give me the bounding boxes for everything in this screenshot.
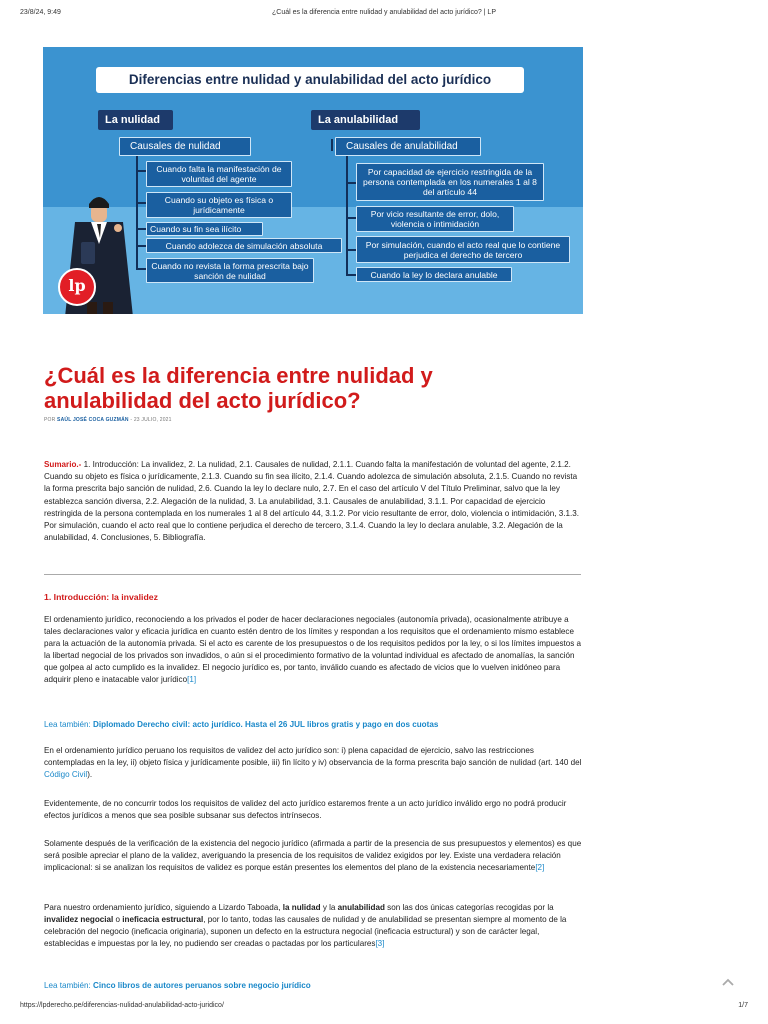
nulidad-subheading: Causales de nulidad bbox=[119, 137, 251, 156]
connector-line bbox=[346, 182, 356, 184]
byline bbox=[44, 417, 172, 423]
connector-line bbox=[346, 249, 356, 251]
footnote-link[interactable]: [1] bbox=[187, 675, 197, 685]
chevron-up-icon[interactable] bbox=[721, 976, 735, 990]
anulabilidad-item: Por simulación, cuando el acto real que lo contiene perjudica el derecho de tercero bbox=[356, 236, 570, 263]
section-heading: 1. Introducción: la invalidez bbox=[44, 592, 158, 602]
summary bbox=[44, 459, 584, 544]
read-also-link[interactable] bbox=[44, 720, 584, 729]
codigo-civil-link[interactable]: Código Civil bbox=[44, 770, 88, 780]
divider bbox=[44, 574, 581, 575]
read-also-link[interactable] bbox=[44, 981, 584, 990]
nulidad-item: Cuando su fin sea ilícito bbox=[146, 222, 263, 236]
infographic-title: Diferencias entre nulidad y anulabilidad del acto jurídico bbox=[96, 67, 524, 93]
connector-line bbox=[331, 139, 333, 151]
paragraph-text: y la bbox=[322, 903, 336, 912]
bold-term: la nulidad bbox=[282, 903, 321, 912]
nulidad-item: Cuando falta la manifestación de voluntad del agente bbox=[146, 161, 292, 187]
publish-date: 23 JULIO, 2021 bbox=[133, 417, 172, 423]
anulabilidad-subheading: Causales de anulabilidad bbox=[335, 137, 481, 156]
read-also-prefix: Lea también: bbox=[44, 981, 91, 990]
print-url: https://lpderecho.pe/diferencias-nulidad-anulabilidad-acto-juridico/ bbox=[20, 1002, 224, 1009]
footnote-link[interactable]: [2] bbox=[535, 863, 545, 873]
paragraph-text: ). bbox=[87, 770, 93, 780]
connector-line bbox=[346, 155, 348, 275]
byline-separator: - bbox=[130, 417, 133, 423]
print-footer bbox=[20, 1002, 748, 1014]
paragraph-text: Solamente después de la verificación de la existencia del negocio jurídico (afirmada a partir de la presencia de sus presupuestos y elementos) es que será posible apreciar el plano de la validez, averiguando la presencia de los requisitos de validez exigidos por ley. Existe una verdadera relación implicacional: si se analizan los requisitos de validez es porque están presentes los elementos del plano de la existencia necesariamente bbox=[44, 839, 582, 873]
anulabilidad-heading: La anulabilidad bbox=[311, 110, 420, 130]
paragraph-text: En el ordenamiento jurídico peruano los requisitos de validez del acto jurídico son: i) plena capacidad de ejercicio, salvo las restricciones contempladas en la ley, ii) objeto física y jurídicamente posible, iii) fin lícito y iv) observancia de la forma prescrita bajo sanción de nulidad (art. 140 del bbox=[44, 746, 582, 768]
summary-text: 1. Introducción: La invalidez, 2. La nulidad, 2.1. Causales de nulidad, 2.1.1. Cuando falta la manifestación de voluntad del agente, 2.1.2. Cuando su objeto es física o jurídicamente, 2.1.3. Cuando su fin sea ilícito, 2.1.4. Cuando adolezca de simulación absoluta, 2.1.5. Cuando no revista la forma prescrita bajo sanción de nulidad, 2.6. Cuando la ley lo declare nulo, 2.7. En el caso del artículo V del Título Preliminar, salvo que la ley establezca sanción diversa, 2.2. Alegación de la nulidad, 3. La anulabilidad, 3.1. Causales de anulabilidad, 3.1.1. Por capacidad de ejercicio restringida de la persona contemplada en los numerales 1 al 8 del artículo 44, 3.1.2. Por vicio resultante de error, dolo, violencia o intimidación, 3.1.3. Por simulación, cuando el acto real que lo contiene perjudica el derecho de tercero, 3.1.4. Cuando la ley lo declara anulable, 3.2. Alegación de la anulabilidad, 4. Conclusiones, 5. Bibliografía. bbox=[44, 460, 579, 543]
anulabilidad-item: Cuando la ley lo declara anulable bbox=[356, 267, 512, 282]
paragraph-text: , por lo tanto, todas las causales de nulidad y de anulabilidad se presentan siempre al momento de la celebración del negocio (ineficacia originaria), suponen un defecto en la estructura negocial (ineficacia estructural) y son de carácter legal, establecidas e impuestas por la ley, no pudiendo ser creadas o pactadas por los particulares bbox=[44, 915, 567, 949]
nulidad-item: Cuando no revista la forma prescrita bajo sanción de nulidad bbox=[146, 258, 314, 283]
read-also-title[interactable]: Cinco libros de autores peruanos sobre negocio jurídico bbox=[93, 981, 311, 990]
read-also-title[interactable]: Diplomado Derecho civil: acto jurídico. Hasta el 26 JUL libros gratis y pago en dos cuotas bbox=[93, 720, 439, 729]
footnote-link[interactable]: [3] bbox=[375, 939, 385, 949]
nulidad-item: Cuando adolezca de simulación absoluta bbox=[146, 238, 342, 253]
anulabilidad-item: Por vicio resultante de error, dolo, violencia o intimidación bbox=[356, 206, 514, 232]
bold-term: anulabilidad bbox=[337, 903, 385, 912]
summary-label: Sumario.- bbox=[44, 460, 82, 469]
paragraph-text: Para nuestro ordenamiento jurídico, siguiendo a Lizardo Taboada, bbox=[44, 903, 281, 912]
author-link[interactable]: SAÚL JOSÉ COCA GUZMÁN bbox=[57, 417, 129, 423]
anulabilidad-item: Por capacidad de ejercicio restringida de la persona contemplada en los numerales 1 al 8 del artículo 44 bbox=[356, 163, 544, 201]
paragraph bbox=[44, 838, 584, 874]
paragraph-text: son las dos únicas categorías recogidas por la bbox=[387, 903, 554, 912]
print-datetime: 23/8/24, 9:49 bbox=[20, 9, 61, 16]
nulidad-heading: La nulidad bbox=[98, 110, 173, 130]
print-doc-title: ¿Cuál es la diferencia entre nulidad y anulabilidad del acto jurídico? | LP bbox=[271, 9, 496, 16]
bold-term: invalidez negocial bbox=[44, 915, 114, 925]
paragraph bbox=[44, 745, 584, 781]
read-also-prefix: Lea también: bbox=[44, 720, 91, 729]
connector-line bbox=[346, 274, 356, 276]
lp-logo: lp bbox=[58, 268, 96, 306]
connector-line bbox=[136, 170, 146, 172]
paragraph-text: El ordenamiento jurídico, reconociendo a los privados el poder de hacer declaraciones negociales (autonomía privada), ocasionalmente atribuye a tales declaraciones valor y eficacia jurídica en cuanto estén dentro de los límites y respondan a los requisitos que el ordenamiento mismo establece para la actuación de la autonomía privada. Si el acto es carente de los presupuestos o de los requisitos pedidos por la ley, o si los límites impuestos a la libertad negocial de los privados son invadidos, o aún si el procedimiento formativo de la voluntad individual es afectado de anomalías, la sanción que golpea al acto cumplido es la invalidez. El negocio jurídico es, por tanto, inválido cuando es afectado de vicios que lo vuelven inidóneo para adquirir pleno e inatacable valor jurídico bbox=[44, 615, 582, 685]
page-number: 1/7 bbox=[738, 1002, 748, 1009]
paragraph-text: o bbox=[115, 915, 121, 925]
connector-line bbox=[346, 217, 356, 219]
infographic bbox=[43, 47, 583, 314]
paragraph bbox=[44, 614, 584, 687]
article-title: ¿Cuál es la diferencia entre nulidad y anulabilidad del acto jurídico? bbox=[44, 363, 433, 413]
paragraph bbox=[44, 902, 584, 950]
byline-prefix: POR bbox=[44, 417, 56, 423]
print-header bbox=[20, 9, 748, 21]
paragraph: Evidentemente, de no concurrir todos los requisitos de validez del acto jurídico estaremos frente a un acto jurídico inválido ergo no podrá producir efectos jurídicos a menos que sea posible subsanar sus defectos intrínsecos. bbox=[44, 799, 567, 821]
bold-term: ineficacia estructural bbox=[122, 915, 204, 925]
nulidad-item: Cuando su objeto es física o jurídicamente bbox=[146, 192, 292, 218]
